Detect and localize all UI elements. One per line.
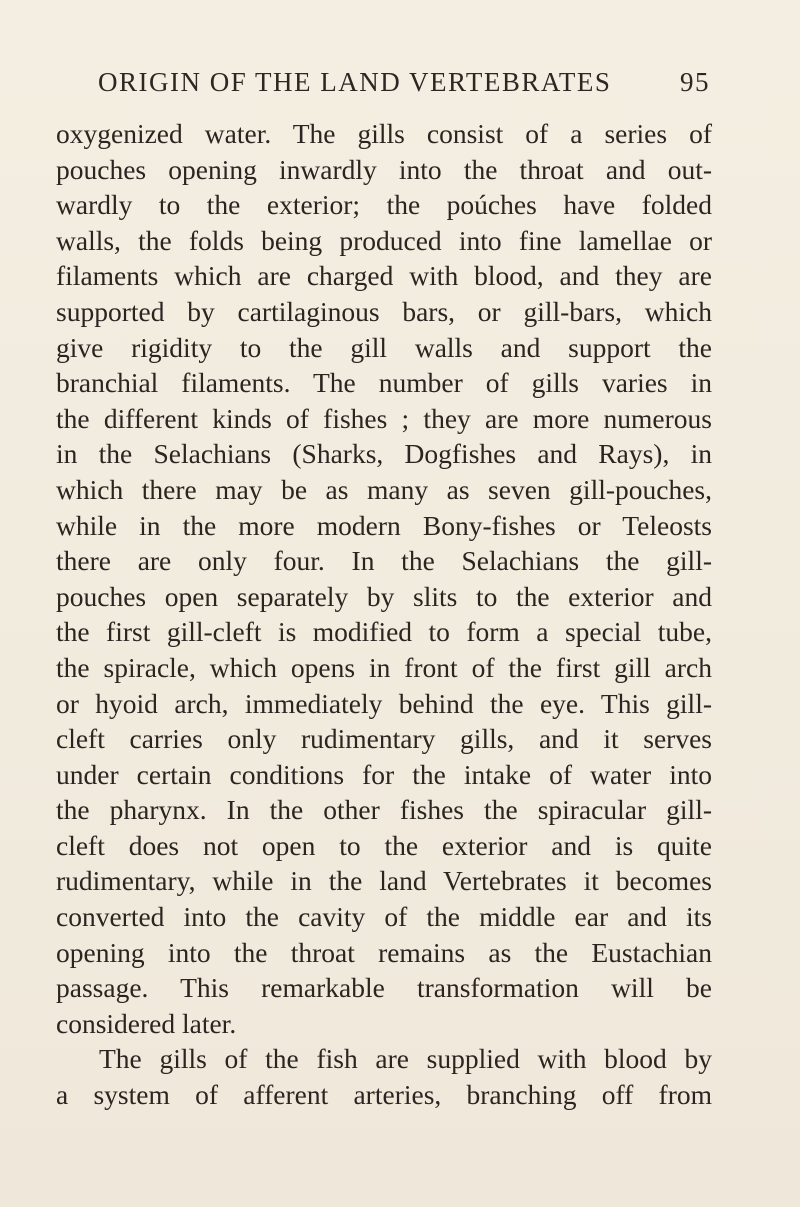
text-line: converted into the cavity of the middle ear and its	[56, 901, 712, 933]
paragraph-1	[56, 116, 712, 1041]
text-line: wardly to the exterior; the poúches have folded	[56, 189, 712, 221]
text-line: The gills of the fish are supplied with blood by	[99, 1043, 712, 1075]
text-line: supported by cartilaginous bars, or gill-bars, which	[56, 295, 712, 327]
text-line: or hyoid arch, immediately behind the eye. This gill-	[56, 687, 712, 719]
text-line: under certain conditions for the intake of water into	[56, 758, 712, 790]
chapter-title: ORIGIN OF THE LAND VERTEBRATES	[98, 66, 612, 97]
text-line: the first gill-cleft is modified to form a special tube,	[56, 616, 712, 648]
body-text	[56, 116, 712, 1113]
text-line: the different kinds of fishes ; they are more numerous	[56, 402, 712, 434]
text-line: branchial filaments. The number of gills varies in	[56, 367, 712, 399]
text-line: which there may be as many as seven gill-pouches,	[56, 473, 712, 505]
text-line: considered later.	[56, 1007, 237, 1039]
text-line: there are only four. In the Selachians the gill-	[56, 545, 712, 577]
page-number: 95	[680, 66, 710, 97]
text-line: a system of afferent arteries, branching off from	[56, 1079, 712, 1111]
text-line: walls, the folds being produced into fine lamellae or	[56, 224, 712, 256]
paragraph-2	[56, 1041, 712, 1112]
text-line: oxygenized water. The gills consist of a series of	[56, 118, 712, 149]
running-head	[98, 62, 710, 102]
text-line: the spiracle, which opens in front of the first gill arch	[56, 651, 712, 683]
text-line: opening into the throat remains as the Eustachian	[56, 936, 712, 968]
text-line: in the Selachians (Sharks, Dogfishes and Rays), in	[56, 438, 712, 470]
text-line: pouches open separately by slits to the exterior and	[56, 580, 712, 612]
text-line: cleft does not open to the exterior and is quite	[56, 829, 712, 861]
text-line: give rigidity to the gill walls and support the	[56, 331, 712, 363]
text-line: while in the more modern Bony-fishes or Teleosts	[56, 509, 712, 541]
text-line: passage. This remarkable transformation will be	[56, 972, 712, 1004]
text-line: filaments which are charged with blood, and they are	[56, 260, 712, 292]
text-line: cleft carries only rudimentary gills, and it serves	[56, 723, 712, 755]
text-line: pouches opening inwardly into the throat and out-	[56, 153, 712, 185]
text-line: rudimentary, while in the land Vertebrates it becomes	[56, 865, 712, 897]
text-line: the pharynx. In the other fishes the spiracular gill-	[56, 794, 712, 826]
